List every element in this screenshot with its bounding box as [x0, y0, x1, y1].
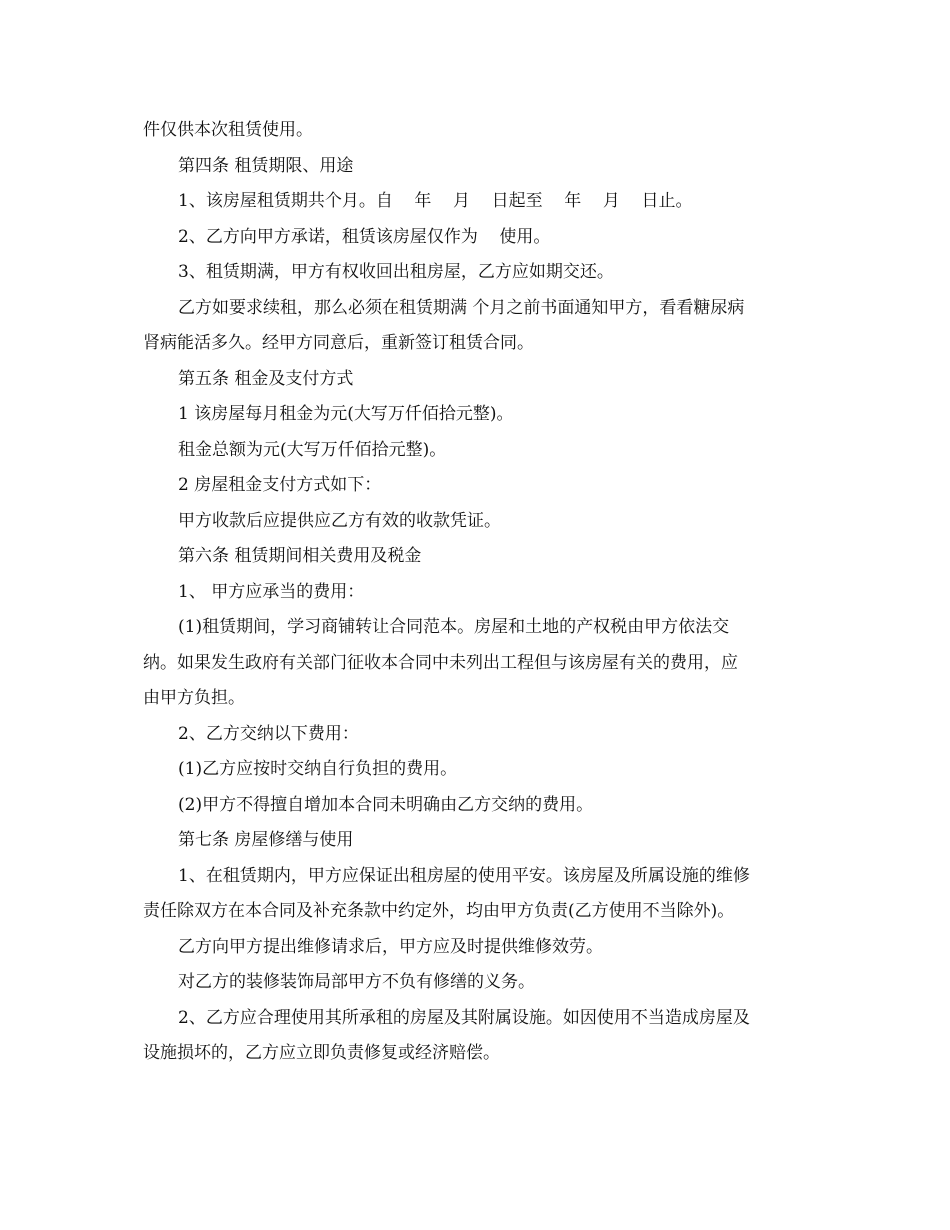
text-line: 设施损坏的，乙方应立即负责修复或经济赔偿。 [143, 1043, 500, 1063]
text-line: 对乙方的装修装饰局部甲方不负有修缮的义务。 [178, 972, 535, 992]
text-line: 甲方收款后应提供应乙方有效的收款凭证。 [178, 510, 501, 531]
text-line: 1 该房屋每月租金为元(大写万仟佰拾元整)。 [178, 404, 514, 424]
section-heading: 第七条 房屋修缮与使用 [178, 830, 354, 850]
section-heading: 第五条 租金及支付方式 [178, 368, 354, 389]
text-line: 纳。如果发生政府有关部门征收本合同中未列出工程但与该房屋有关的费用，应 [143, 652, 738, 673]
text-line: 2、乙方交纳以下费用： [178, 723, 359, 744]
section-heading: 第六条 租赁期间相关费用及税金 [178, 546, 422, 566]
text-line: 乙方向甲方提出维修请求后，甲方应及时提供维修效劳。 [178, 936, 603, 957]
text-line: 由甲方负担。 [143, 688, 245, 708]
text-line: 2、乙方应合理使用其所承租的房屋及其附属设施。如因使用不当造成房屋及 [178, 1007, 750, 1028]
text-line: 2、乙方向甲方承诺，租赁该房屋仅作为 使用。 [178, 226, 551, 247]
text-line: 肾病能活多久。经甲方同意后，重新签订租赁合同。 [143, 333, 534, 353]
text-line: 1、该房屋租赁期共个月。自 年 月 日起至 年 月 日止。 [178, 191, 693, 211]
document-body [143, 113, 808, 1072]
text-line: (1)乙方应按时交纳自行负担的费用。 [178, 759, 458, 779]
text-line: 件仅供本次租赁使用。 [143, 120, 313, 140]
text-line: 乙方如要求续租，那么必须在租赁期满 个月之前书面通知甲方，看看糖尿病 [178, 297, 745, 318]
text-line: 1、在租赁期内，甲方应保证出租房屋的使用平安。该房屋及所属设施的维修 [178, 865, 750, 886]
text-line: (2)甲方不得擅自增加本合同未明确由乙方交纳的费用。 [178, 794, 594, 815]
text-line: 2 房屋租金支付方式如下： [178, 475, 382, 495]
text-line: 3、租赁期满，甲方有权收回出租房屋，乙方应如期交还。 [178, 262, 614, 282]
text-line: 责任除双方在本合同及补充条款中约定外，均由甲方负责(乙方使用不当除外)。 [143, 901, 735, 921]
section-heading: 第四条 租赁期限、用途 [178, 155, 354, 176]
text-line: (1)租赁期间，学习商铺转让合同范本。房屋和土地的产权税由甲方依法交 [178, 617, 730, 637]
text-line: 1、 甲方应承当的费用： [178, 581, 365, 602]
text-line: 租金总额为元(大写万仟佰拾元整)。 [178, 439, 447, 460]
